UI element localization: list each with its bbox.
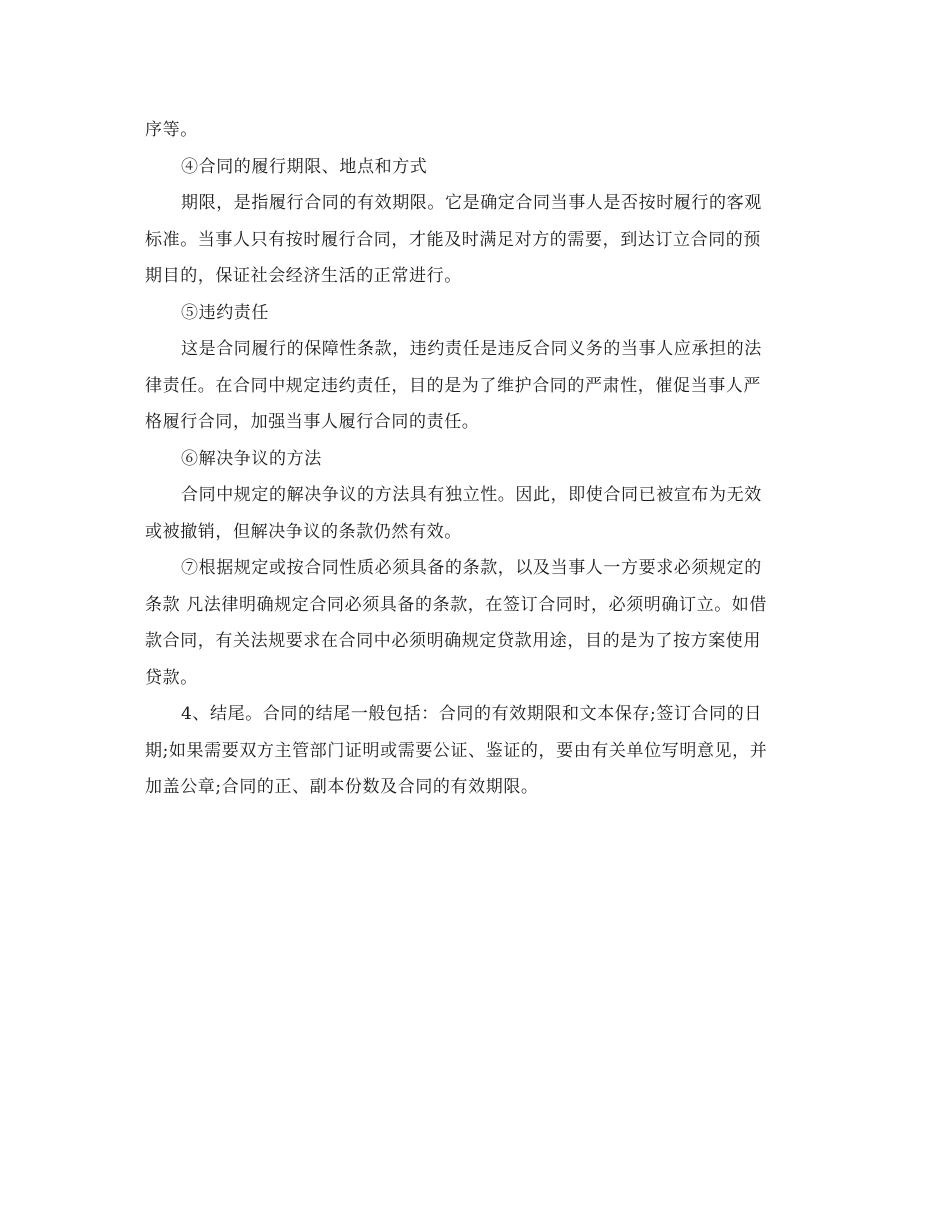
text-line: 期限，是指履行合同的有效期限。它是确定合同当事人是否按时履行的客观 (181, 193, 762, 213)
text-line: 律责任。在合同中规定违约责任，目的是为了维护合同的严肃性，催促当事人严 (145, 375, 761, 396)
text-line: 期目的，保证社会经济生活的正常进行。 (145, 266, 462, 286)
text-line: 或被撤销，但解决争议的条款仍然有效。 (145, 521, 462, 542)
text-line: 这是合同履行的保障性条款，违约责任是违反合同义务的当事人应承担的法 (181, 339, 762, 359)
text-line: 款合同，有关法规要求在合同中必须明确规定贷款用途，目的是为了按方案使用 (145, 631, 761, 651)
text-line: 格履行合同，加强当事人履行合同的责任。 (145, 412, 480, 432)
text-line: 序等。 (145, 120, 198, 140)
section-heading-performance-term: ④合同的履行期限、地点和方式 (181, 156, 428, 177)
text-line: 条款 凡法律明确规定合同必须具备的条款，在签订合同时，必须明确订立。如借 (145, 594, 768, 615)
text-line: 合同中规定的解决争议的方法具有独立性。因此，即使合同已被宣布为无效 (181, 485, 762, 505)
text-line: 贷款。 (145, 667, 198, 688)
section-heading-breach-liability: ⑤违约责任 (181, 302, 269, 323)
section-heading-required-clauses: ⑦根据规定或按合同性质必须具备的条款，以及当事人一方要求必须规定的 (181, 558, 762, 578)
section-heading-ending: 4、结尾。合同的结尾一般包括：合同的有效期限和文本保存;签订合同的日 (181, 704, 762, 724)
section-heading-dispute-resolution: ⑥解决争议的方法 (181, 448, 322, 469)
text-line: 标准。当事人只有按时履行合同，才能及时满足对方的需要，到达订立合同的预 (145, 229, 761, 250)
text-line: 期;如果需要双方主管部门证明或需要公证、鉴证的，要由有关单位写明意见，并 (145, 740, 768, 761)
text-line: 加盖公章;合同的正、副本份数及合同的有效期限。 (145, 777, 539, 797)
document-body (145, 112, 810, 806)
